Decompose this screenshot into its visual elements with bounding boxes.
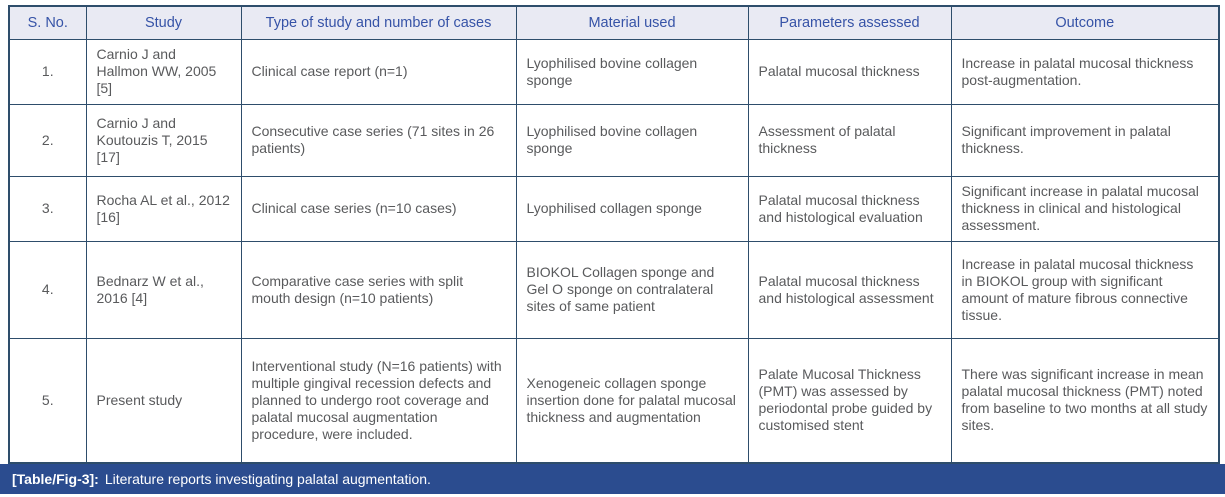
column-header-parameters: Parameters assessed bbox=[748, 6, 951, 39]
cell-type-of-study: Interventional study (N=16 patients) with multiple gingival recession defects and planned to undergo root coverage and palatal mucosal augmentation procedure, were included. bbox=[241, 338, 516, 463]
cell-study: Carnio J and Hallmon WW, 2005 [5] bbox=[86, 39, 241, 104]
table-caption-text: Literature reports investigating palatal augmentation. bbox=[104, 471, 431, 487]
cell-parameters: Assessment of palatal thickness bbox=[748, 104, 951, 176]
cell-study: Carnio J and Koutouzis T, 2015 [17] bbox=[86, 104, 241, 176]
literature-table bbox=[8, 5, 1220, 464]
cell-sno: 5. bbox=[9, 338, 86, 463]
cell-parameters: Palatal mucosal thickness and histological evaluation bbox=[748, 176, 951, 241]
cell-study: Bednarz W et al., 2016 [4] bbox=[86, 241, 241, 338]
cell-parameters: Palatal mucosal thickness bbox=[748, 39, 951, 104]
table-row bbox=[9, 104, 1219, 176]
header-row bbox=[9, 6, 1219, 39]
cell-material: Lyophilised collagen sponge bbox=[516, 176, 748, 241]
table-row bbox=[9, 241, 1219, 338]
column-header-material: Material used bbox=[516, 6, 748, 39]
table-caption-label: [Table/Fig-3]: bbox=[12, 471, 99, 487]
cell-sno: 1. bbox=[9, 39, 86, 104]
cell-material: BIOKOL Collagen sponge and Gel O sponge on contralateral sites of same patient bbox=[516, 241, 748, 338]
cell-type-of-study: Clinical case series (n=10 cases) bbox=[241, 176, 516, 241]
cell-sno: 2. bbox=[9, 104, 86, 176]
table-row bbox=[9, 39, 1219, 104]
cell-type-of-study: Consecutive case series (71 sites in 26 patients) bbox=[241, 104, 516, 176]
column-header-study: Study bbox=[86, 6, 241, 39]
cell-parameters: Palate Mucosal Thickness (PMT) was assessed by periodontal probe guided by customised stent bbox=[748, 338, 951, 463]
cell-outcome: Increase in palatal mucosal thickness post-augmentation. bbox=[951, 39, 1219, 104]
cell-outcome: Significant improvement in palatal thickness. bbox=[951, 104, 1219, 176]
cell-material: Lyophilised bovine collagen sponge bbox=[516, 104, 748, 176]
table-row bbox=[9, 176, 1219, 241]
column-header-type-of-study: Type of study and number of cases bbox=[241, 6, 516, 39]
cell-outcome: There was significant increase in mean palatal mucosal thickness (PMT) noted from baseline to two months at all study sites. bbox=[951, 338, 1219, 463]
cell-study: Rocha AL et al., 2012 [16] bbox=[86, 176, 241, 241]
cell-material: Xenogeneic collagen sponge insertion done for palatal mucosal thickness and augmentation bbox=[516, 338, 748, 463]
cell-type-of-study: Clinical case report (n=1) bbox=[241, 39, 516, 104]
cell-parameters: Palatal mucosal thickness and histological assessment bbox=[748, 241, 951, 338]
cell-outcome: Increase in palatal mucosal thickness in BIOKOL group with significant amount of mature fibrous connective tissue. bbox=[951, 241, 1219, 338]
table-row bbox=[9, 338, 1219, 463]
cell-sno: 3. bbox=[9, 176, 86, 241]
cell-sno: 4. bbox=[9, 241, 86, 338]
cell-material: Lyophilised bovine collagen sponge bbox=[516, 39, 748, 104]
cell-type-of-study: Comparative case series with split mouth design (n=10 patients) bbox=[241, 241, 516, 338]
column-header-outcome: Outcome bbox=[951, 6, 1219, 39]
column-header-sno: S. No. bbox=[9, 6, 86, 39]
table-caption-bar bbox=[0, 464, 1225, 494]
cell-outcome: Significant increase in palatal mucosal thickness in clinical and histological assessment. bbox=[951, 176, 1219, 241]
cell-study: Present study bbox=[86, 338, 241, 463]
